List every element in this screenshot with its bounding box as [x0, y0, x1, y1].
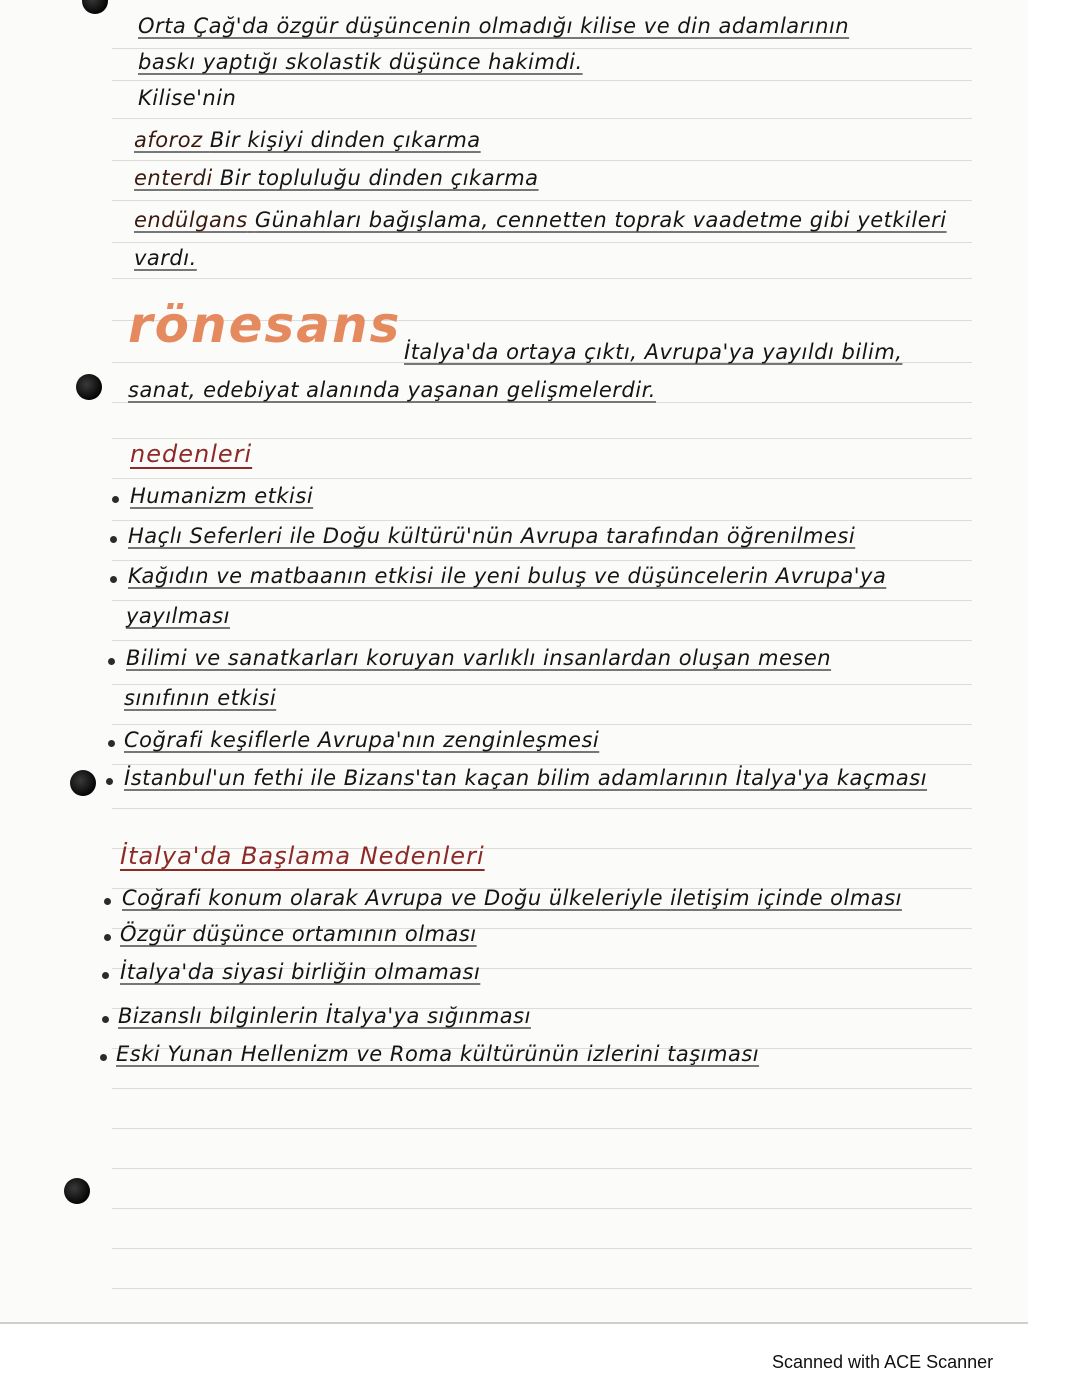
- italya-item: Özgür düşünce ortamının olması: [120, 922, 477, 946]
- ronesans-desc-1: İtalya'da ortaya çıktı, Avrupa'ya yayıldı bilim,: [404, 340, 903, 364]
- ruled-line: [112, 48, 972, 49]
- ruled-line: [112, 1208, 972, 1209]
- bullet: [110, 536, 117, 543]
- ruled-line: [112, 640, 972, 641]
- italya-item: Coğrafi konum olarak Avrupa ve Doğu ülkeleriyle iletişim içinde olması: [122, 886, 902, 910]
- binder-hole: [76, 374, 102, 400]
- endulgans-definition: Günahları bağışlama, cennetten toprak vaadetme gibi yetkileri: [254, 208, 947, 232]
- bullet: [108, 740, 115, 747]
- enterdi-row: [134, 166, 539, 190]
- bullet: [110, 576, 117, 583]
- bullet: [102, 1016, 109, 1023]
- ruled-line: [112, 278, 972, 279]
- bullet: [104, 934, 111, 941]
- ruled-line: [112, 478, 972, 479]
- ruled-line: [112, 560, 972, 561]
- endulgans-term: endülgans: [134, 208, 248, 232]
- ruled-line: [112, 1168, 972, 1169]
- aforoz-term: aforoz: [134, 128, 203, 152]
- intro-line-3: Kilise'nin: [138, 86, 237, 110]
- nedenleri-item: Bilimi ve sanatkarları koruyan varlıklı insanlardan oluşan mesen: [126, 646, 832, 670]
- intro-line-1: Orta Çağ'da özgür düşüncenin olmadığı kilise ve din adamlarının: [138, 14, 850, 38]
- binder-hole: [82, 0, 108, 14]
- nedenleri-item: İstanbul'un fethi ile Bizans'tan kaçan bilim adamlarının İtalya'ya kaçması: [124, 766, 928, 790]
- nedenleri-item-continued: sınıfının etkisi: [124, 686, 277, 710]
- ruled-line: [112, 242, 972, 243]
- ruled-line: [112, 160, 972, 161]
- ruled-line: [112, 520, 972, 521]
- ruled-line: [112, 684, 972, 685]
- aforoz-definition: Bir kişiyi dinden çıkarma: [209, 128, 481, 152]
- ruled-line: [112, 1248, 972, 1249]
- scanner-watermark: Scanned with ACE Scanner: [772, 1352, 994, 1372]
- ruled-line: [112, 200, 972, 201]
- bullet: [112, 496, 119, 503]
- ronesans-title: rönesans: [128, 296, 402, 354]
- ruled-line: [112, 118, 972, 119]
- ruled-line: [112, 1128, 972, 1129]
- nedenleri-item-continued: yayılması: [126, 604, 230, 628]
- intro-line-2: baskı yaptığı skolastik düşünce hakimdi.: [138, 50, 583, 74]
- ruled-line: [112, 600, 972, 601]
- ruled-line: [112, 1088, 972, 1089]
- bullet: [108, 658, 115, 665]
- italya-item: Bizanslı bilginlerin İtalya'ya sığınması: [118, 1004, 531, 1028]
- ruled-line: [112, 724, 972, 725]
- aforoz-row: [134, 128, 481, 152]
- italya-item: Eski Yunan Hellenizm ve Roma kültürünün izlerini taşıması: [116, 1042, 760, 1066]
- binder-hole: [70, 770, 96, 796]
- ruled-line: [112, 402, 972, 403]
- nedenleri-item: Haçlı Seferleri ile Doğu kültürü'nün Avrupa tarafından öğrenilmesi: [128, 524, 856, 548]
- ruled-line: [112, 80, 972, 81]
- nedenleri-item: Coğrafi keşiflerle Avrupa'nın zenginleşmesi: [124, 728, 600, 752]
- endulgans-row: [134, 208, 947, 232]
- ruled-line: [112, 764, 972, 765]
- bullet: [104, 898, 111, 905]
- nedenleri-heading: nedenleri: [130, 440, 253, 468]
- bullet: [102, 972, 109, 979]
- binder-hole: [64, 1178, 90, 1204]
- bullet: [100, 1054, 107, 1061]
- ruled-line: [112, 438, 972, 439]
- italya-item: İtalya'da siyasi birliğin olmaması: [120, 960, 481, 984]
- ronesans-desc-2: sanat, edebiyat alanında yaşanan gelişmelerdir.: [128, 378, 656, 402]
- italya-heading: İtalya'da Başlama Nedenleri: [120, 842, 485, 870]
- nedenleri-item: Humanizm etkisi: [130, 484, 314, 508]
- enterdi-definition: Bir topluluğu dinden çıkarma: [219, 166, 539, 190]
- ruled-line: [112, 808, 972, 809]
- intro-line-end: vardı.: [134, 246, 197, 270]
- ruled-line: [112, 1288, 972, 1289]
- bullet: [106, 778, 113, 785]
- nedenleri-item: Kağıdın ve matbaanın etkisi ile yeni buluş ve düşüncelerin Avrupa'ya: [128, 564, 887, 588]
- enterdi-term: enterdi: [134, 166, 213, 190]
